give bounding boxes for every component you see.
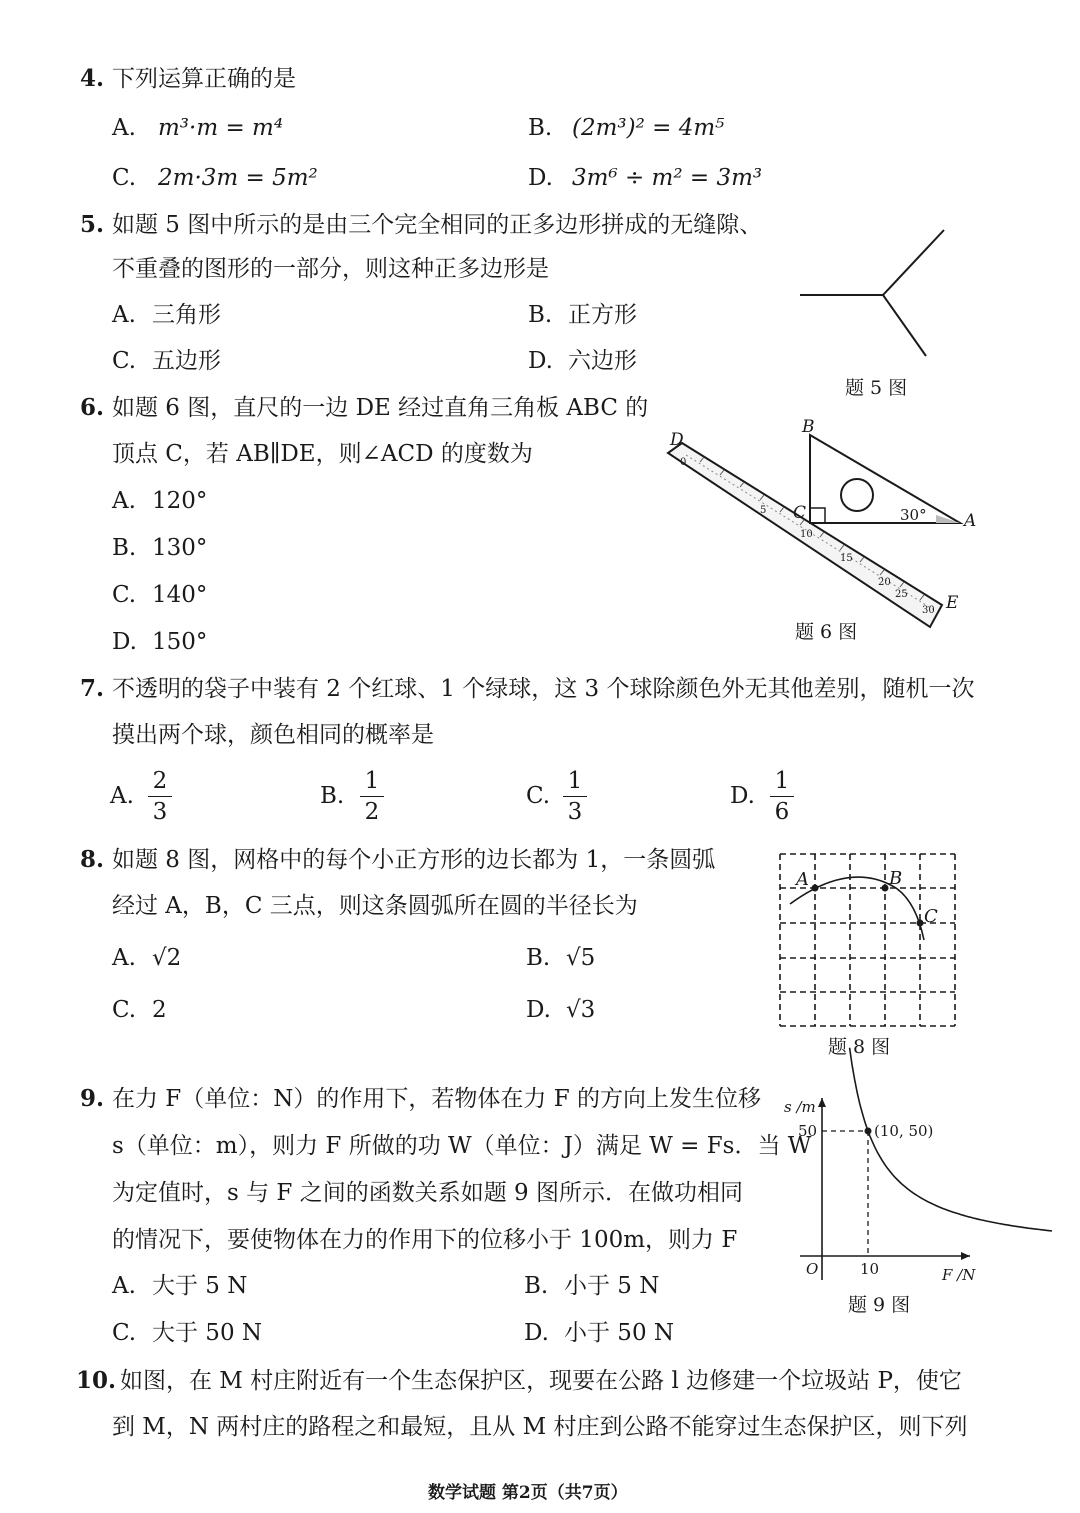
q9-chart [780, 1090, 980, 1290]
q7-option-c-label: C. [526, 783, 551, 809]
q9-x-axis-label: F /N [942, 1266, 976, 1284]
q8-stem-line2: 经过 A，B，C 三点，则这条圆弧所在圆的半径长为 [112, 893, 638, 919]
q9-x-tick-10: 10 [860, 1260, 880, 1278]
q7-option-d-label: D. [730, 783, 755, 809]
q9-y-tick-50: 50 [798, 1122, 818, 1140]
ruler-tick-5: 5 [760, 505, 767, 516]
q6-figure [660, 415, 980, 635]
point-e-label: E [946, 593, 959, 613]
q8-figure-caption: 题 8 图 [828, 1036, 891, 1058]
angle-30-label: 30° [900, 506, 927, 524]
q6-stem-line2: 顶点 C，若 AB∥DE，则∠ACD 的度数为 [112, 441, 533, 467]
q7-option-d-fraction [770, 768, 794, 825]
q8-option-c-label: C. [112, 997, 137, 1023]
q9-y-axis-arrow [818, 1098, 826, 1107]
q7-option-b-numerator: 1 [364, 768, 380, 794]
q4-option-a-label: A. [112, 115, 136, 141]
q8-option-a-label: A. [112, 945, 136, 971]
q6-option-d: 150° [152, 629, 208, 655]
q8-point-b-label: B [889, 868, 903, 889]
q7-option-a-denominator: 3 [152, 799, 168, 825]
q7-option-d-numerator: 1 [774, 768, 790, 794]
q7-option-c-fraction [563, 768, 587, 825]
q9-highlight-point [865, 1128, 872, 1135]
q9-option-a-label: A. [112, 1273, 136, 1299]
q5-option-a: 三角形 [152, 302, 221, 328]
q4-option-c: 2m·3m = 5m² [158, 165, 318, 191]
q5-option-d-label: D. [528, 348, 553, 374]
q5-option-d: 六边形 [568, 348, 637, 374]
q6-option-d-label: D. [112, 629, 137, 655]
q5-figure-caption: 题 5 图 [845, 377, 908, 399]
q8-point-c-label: C [924, 906, 938, 927]
q8-option-d: √3 [566, 997, 596, 1023]
q6-option-b: 130° [152, 535, 208, 561]
point-d-label: D [670, 430, 684, 450]
q9-y-axis-label: s /m [784, 1098, 816, 1116]
q7-option-d-denominator: 6 [774, 799, 790, 825]
q7-number: 7. [80, 675, 105, 702]
q9-option-b: 小于 5 N [564, 1273, 660, 1299]
q4-option-b-label: B. [528, 115, 553, 141]
q8-point-c [917, 920, 924, 927]
q5-stem-line1: 如题 5 图中所示的是由三个完全相同的正多边形拼成的无缝隙、 [112, 212, 763, 238]
q7-option-a-label: A. [110, 783, 134, 809]
q5-option-b-label: B. [528, 302, 553, 328]
q8-figure [778, 852, 958, 1030]
q8-option-d-label: D. [526, 997, 551, 1023]
q6-option-a-label: A. [112, 488, 136, 514]
q4-option-a: m³·m = m⁴ [158, 115, 284, 141]
q6-figure-caption: 题 6 图 [795, 621, 858, 643]
ruler-tick-30: 30 [922, 605, 935, 616]
q7-option-b-denominator: 2 [364, 799, 380, 825]
q7-option-c-denominator: 3 [567, 799, 583, 825]
q6-option-a: 120° [152, 488, 208, 514]
q9-stem-line3: 为定值时，s 与 F 之间的函数关系如题 9 图所示．在做功相同 [112, 1180, 743, 1206]
q4-option-b: (2m³)² = 4m⁵ [572, 115, 725, 141]
q9-origin-label: O [806, 1260, 819, 1278]
q7-option-a-numerator: 2 [152, 768, 168, 794]
q5-number: 5. [80, 211, 105, 238]
q9-option-c: 大于 50 N [152, 1320, 263, 1346]
q9-option-d: 小于 50 N [564, 1320, 675, 1346]
q4-option-c-label: C. [112, 165, 137, 191]
q9-figure-caption: 题 9 图 [848, 1294, 911, 1316]
q8-option-a: √2 [152, 945, 182, 971]
q8-number: 8. [80, 846, 105, 873]
q10-number: 10. [76, 1367, 117, 1394]
q6-number: 6. [80, 394, 105, 421]
q7-option-b-fraction [360, 768, 384, 825]
q7-option-c-numerator: 1 [567, 768, 583, 794]
ruler-tick-15: 15 [840, 553, 853, 564]
q8-point-a [812, 885, 819, 892]
point-c-label: C [793, 503, 807, 523]
q9-option-a: 大于 5 N [152, 1273, 248, 1299]
q8-point-b [882, 885, 889, 892]
q9-option-b-label: B. [524, 1273, 549, 1299]
q9-x-axis-arrow [961, 1252, 970, 1260]
q4-option-d: 3m⁶ ÷ m² = 3m³ [572, 165, 763, 191]
q8-option-c: 2 [152, 997, 167, 1023]
q7-option-a-fraction [148, 768, 172, 825]
q6-option-b-label: B. [112, 535, 137, 561]
q10-stem-line1: 如图，在 M 村庄附近有一个生态保护区，现要在公路 l 边修建一个垃圾站 P，使它 [120, 1368, 962, 1394]
point-b-label: B [802, 417, 815, 437]
q9-stem-line4: 的情况下，要使物体在力的作用下的位移小于 100m，则力 F [112, 1227, 738, 1253]
q4-number: 4. [80, 65, 105, 92]
page-footer: 数学试题 第2页（共7页） [428, 1483, 628, 1503]
q8-stem-line1: 如题 8 图，网格中的每个小正方形的边长都为 1，一条圆弧 [112, 847, 716, 873]
q6-option-c: 140° [152, 582, 208, 608]
q8-option-b-label: B. [526, 945, 551, 971]
q9-option-d-label: D. [524, 1320, 549, 1346]
q10-stem-line2: 到 M，N 两村庄的路程之和最短，且从 M 村庄到公路不能穿过生态保护区，则下列 [112, 1414, 968, 1440]
q7-stem-line1: 不透明的袋子中装有 2 个红球、1 个绿球，这 3 个球除颜色外无其他差别，随机一次 [112, 676, 975, 702]
point-a-label: A [964, 511, 977, 531]
ruler-tick-25: 25 [895, 589, 908, 600]
q5-option-c-label: C. [112, 348, 137, 374]
triangle-abc [810, 435, 960, 523]
q5-option-c: 五边形 [152, 348, 221, 374]
q9-number: 9. [80, 1085, 105, 1112]
q8-point-a-label: A [796, 869, 809, 890]
q7-stem-line2: 摸出两个球，颜色相同的概率是 [112, 722, 434, 748]
ruler-tick-20: 20 [878, 577, 891, 588]
q8-arc [790, 877, 924, 940]
ruler-tick-0: 0 [680, 457, 687, 468]
q6-stem-line1: 如题 6 图，直尺的一边 DE 经过直角三角板 ABC 的 [112, 395, 649, 421]
q8-option-b: √5 [566, 945, 596, 971]
q9-stem-line2: s（单位：m），则力 F 所做的功 W（单位：J）满足 W = Fs．当 W [112, 1133, 812, 1159]
q7-option-b-label: B. [320, 783, 345, 809]
q5-figure [790, 220, 950, 370]
ruler-tick-10: 10 [800, 529, 813, 540]
q4-option-d-label: D. [528, 165, 553, 191]
q5-option-b: 正方形 [568, 302, 637, 328]
q5-option-a-label: A. [112, 302, 136, 328]
q9-option-c-label: C. [112, 1320, 137, 1346]
q5-stem-line2: 不重叠的图形的一部分，则这种正多边形是 [112, 256, 549, 282]
q9-point-annotation: (10, 50) [874, 1122, 934, 1140]
q4-stem: 下列运算正确的是 [112, 66, 296, 92]
q6-option-c-label: C. [112, 582, 137, 608]
q9-stem-line1: 在力 F（单位：N）的作用下，若物体在力 F 的方向上发生位移 [112, 1086, 761, 1112]
